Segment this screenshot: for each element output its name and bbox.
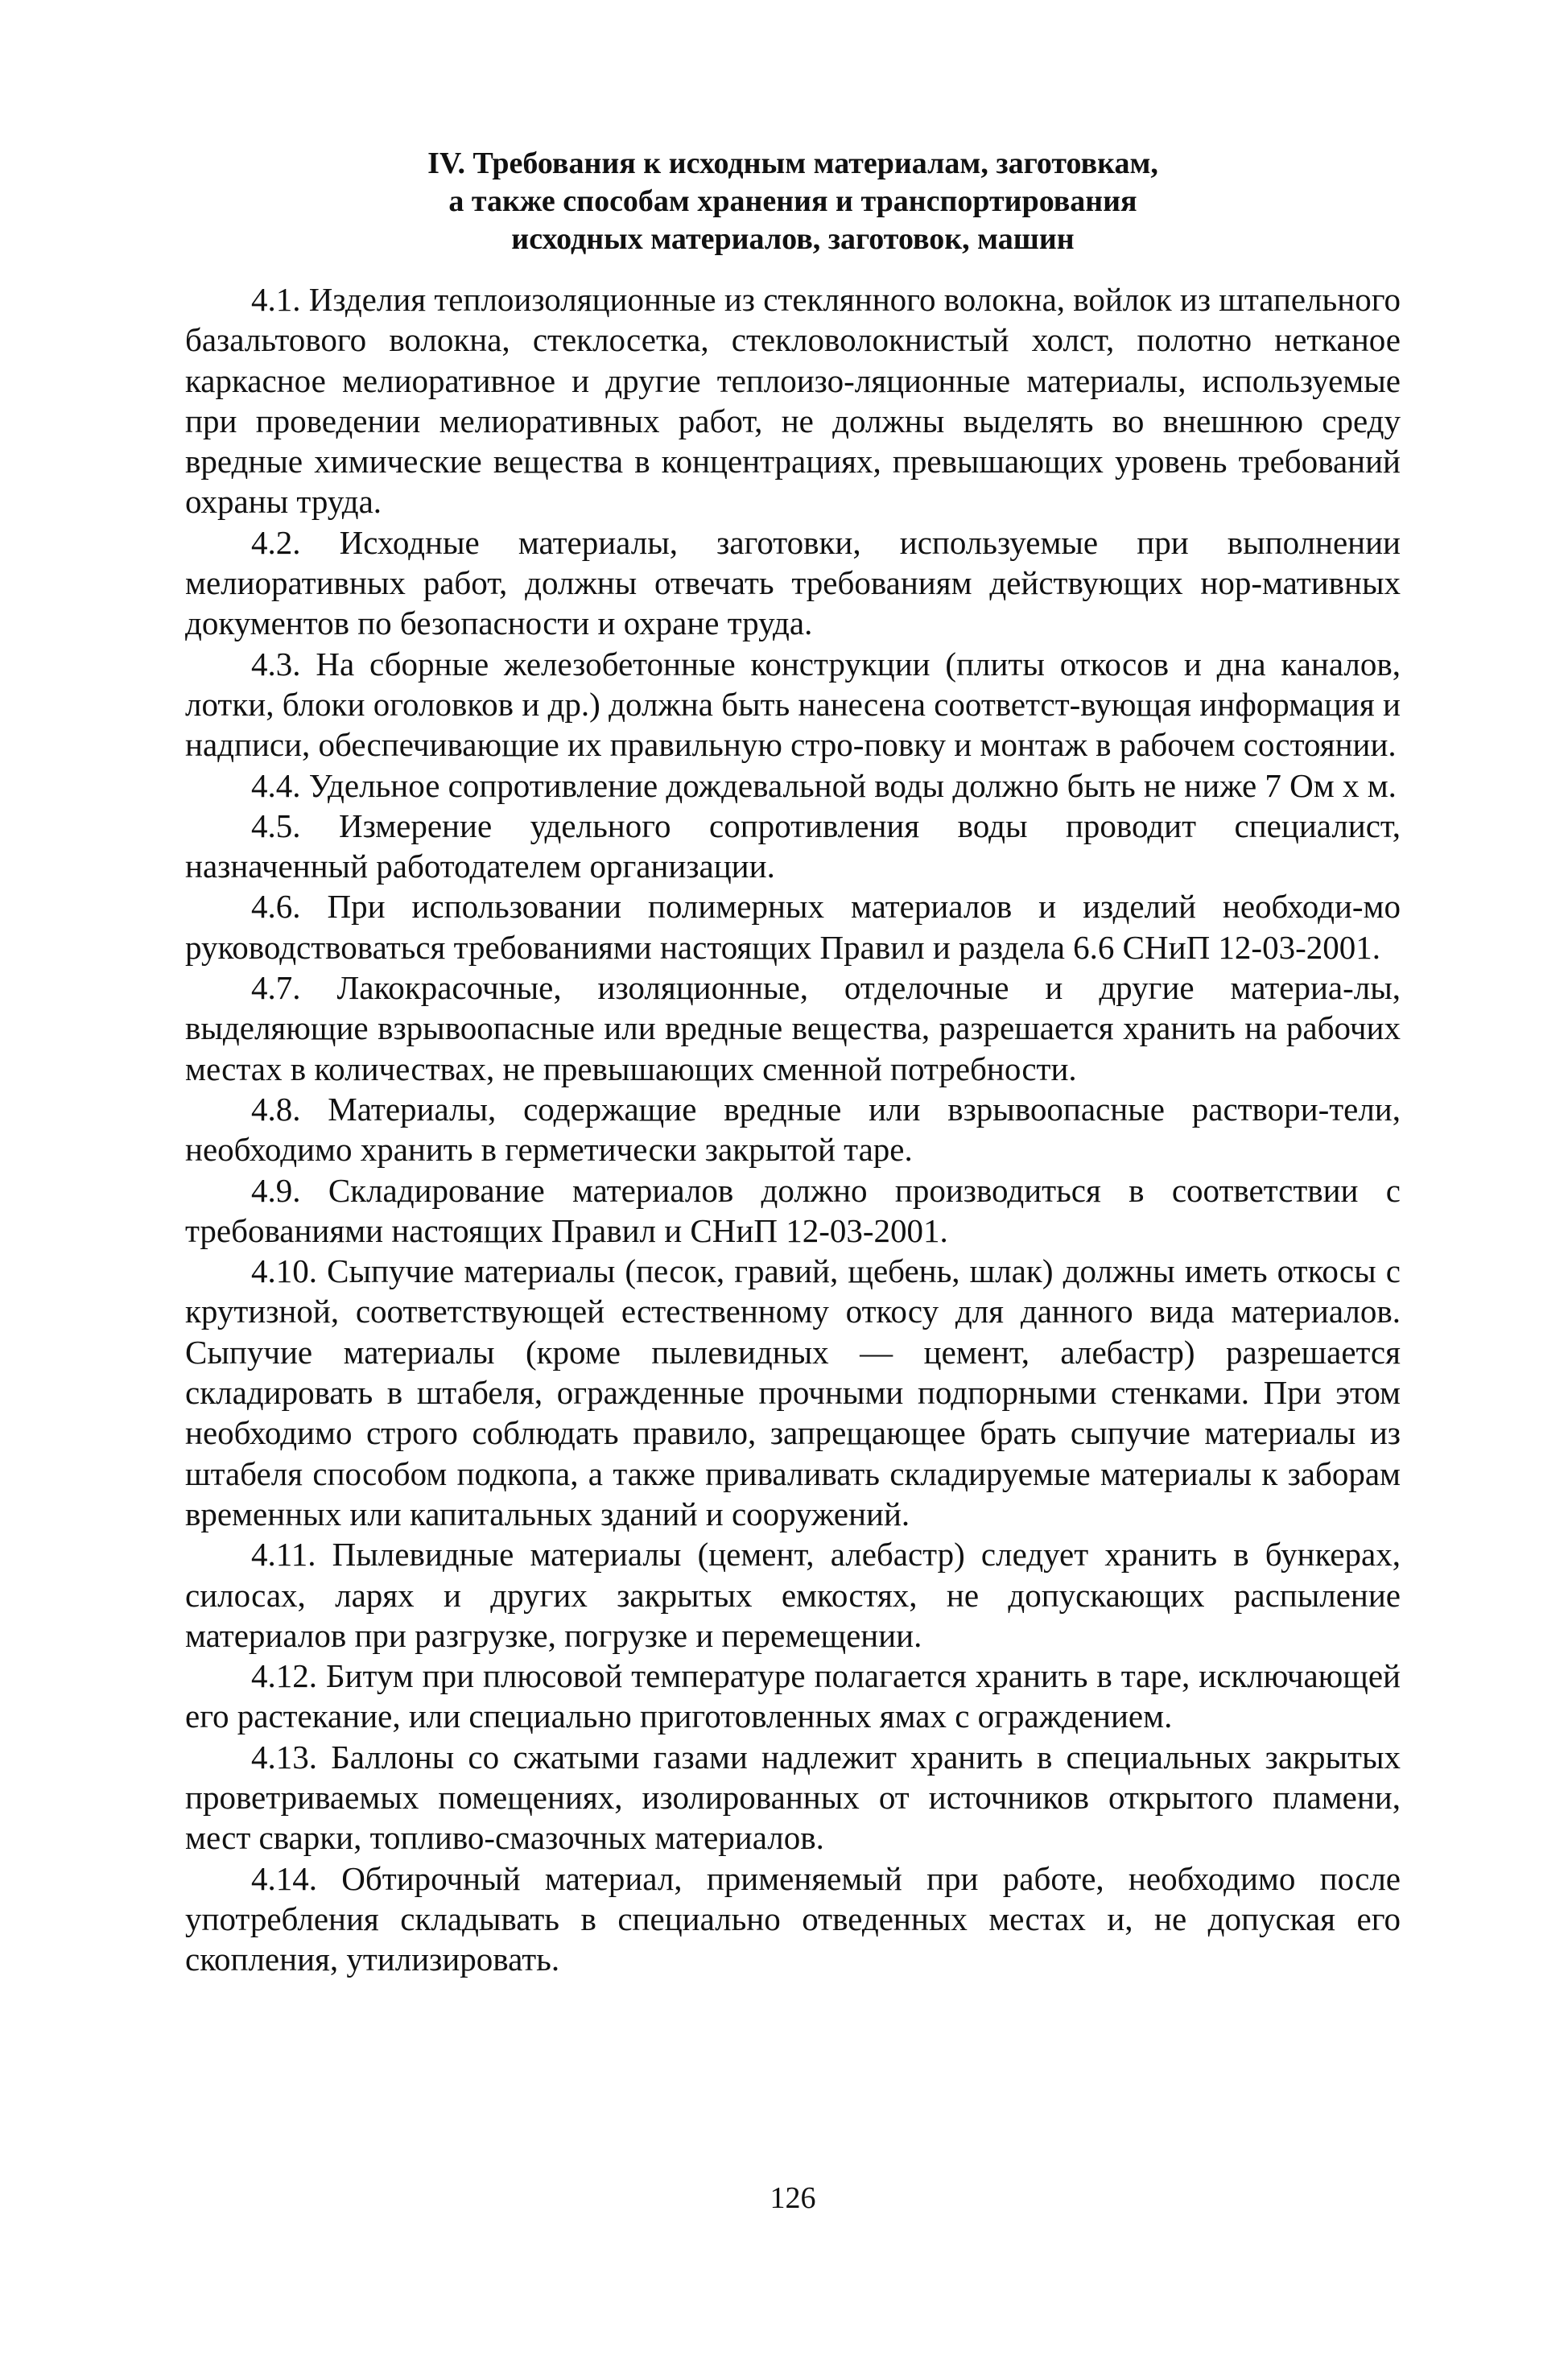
page-number: 126	[770, 2181, 816, 2215]
paragraph-4-13: 4.13. Баллоны со сжатыми газами надлежит хранить в специальных закрытых проветриваемых помещениях, изолированных от источников открытого пламени, мест сварки, топливо-смазочных материалов.	[185, 1738, 1401, 1857]
paragraph-4-7: 4.7. Лакокрасочные, изоляционные, отделочные и другие материа-лы, выделяющие взрывоопасные или вредные вещества, разрешается хранить на рабочих местах в количествах, не превышающих сменной потребности.	[185, 969, 1401, 1087]
document-body	[185, 279, 1401, 1979]
paragraph-4-5: 4.5. Измерение удельного сопротивления воды проводит специалист, назначенный работодателем организации.	[185, 806, 1401, 885]
paragraph-4-2: 4.2. Исходные материалы, заготовки, используемые при выполнении мелиоративных работ, должны отвечать требованиям действующих нор-мативных документов по безопасности и охране труда.	[185, 523, 1401, 642]
paragraph-4-6: 4.6. При использовании полимерных материалов и изделий необходи-мо руководствоваться требованиями настоящих Правил и раздела 6.6 СНиП 12-03-2001.	[185, 888, 1401, 966]
section-heading-line-1: IV. Требования к исходным материалам, заготовкам,	[427, 146, 1158, 180]
section-heading	[185, 145, 1401, 258]
paragraph-4-9: 4.9. Складирование материалов должно производиться в соответствии с требованиями настоящих Правил и СНиП 12-03-2001.	[185, 1171, 1401, 1249]
paragraph-4-14: 4.14. Обтирочный материал, применяемый при работе, необходимо после употребления складывать в специально отведенных местах и, не допуская его скопления, утилизировать.	[185, 1859, 1401, 1978]
paragraph-4-10: 4.10. Сыпучие материалы (песок, гравий, щебень, шлак) должны иметь откосы с крутизной, соответствующей естественному откосу для данного вида материалов. Сыпучие материалы (кроме пылевидных — цемент, алебастр) разрешается складировать в штабеля, огражденные прочными подпорными стенками. При этом необходимо строго соблюдать правило, запрещающее брать сыпучие материалы из штабеля способом подкопа, а также приваливать складируемые материалы к заборам временных или капитальных зданий и сооружений.	[185, 1252, 1401, 1532]
paragraph-4-8: 4.8. Материалы, содержащие вредные или взрывоопасные раствори-тели, необходимо хранить в герметически закрытой таре.	[185, 1090, 1401, 1169]
paragraph-4-4: 4.4. Удельное сопротивление дождевальной воды должно быть не ниже 7 Ом x м.	[251, 766, 1397, 804]
paragraph-4-11: 4.11. Пылевидные материалы (цемент, алебастр) следует хранить в бункерах, силосах, ларях и других закрытых емкостях, не допускающих распыление материалов при разгрузке, погрузке и перемещении.	[185, 1536, 1401, 1654]
document-page	[185, 145, 1401, 2286]
paragraph-4-1: 4.1. Изделия теплоизоляционные из стеклянного волокна, войлок из штапельного базальтового волокна, стеклосетка, стекловолокнистый холст, полотно нетканое каркасное мелиоративное и другие теплоизо-ляционные материалы, используемые при проведении мелиоративных работ, не должны выделять во внешнюю среду вредные химические вещества в концентрациях, превышающих уровень требований охраны труда.	[185, 281, 1401, 521]
section-heading-line-3: исходных материалов, заготовок, машин	[511, 222, 1075, 256]
paragraph-4-12: 4.12. Битум при плюсовой температуре полагается хранить в таре, исключающей его растекание, или специально приготовленных ямах с ограждением.	[185, 1657, 1401, 1735]
section-heading-line-2: а также способам хранения и транспортирования	[448, 184, 1137, 218]
paragraph-4-3: 4.3. На сборные железобетонные конструкции (плиты откосов и дна каналов, лотки, блоки оголовков и др.) должна быть нанесена соответст-вующая информация и надписи, обеспечивающие их правильную стро-повку и монтаж в рабочем состоянии.	[185, 645, 1401, 764]
